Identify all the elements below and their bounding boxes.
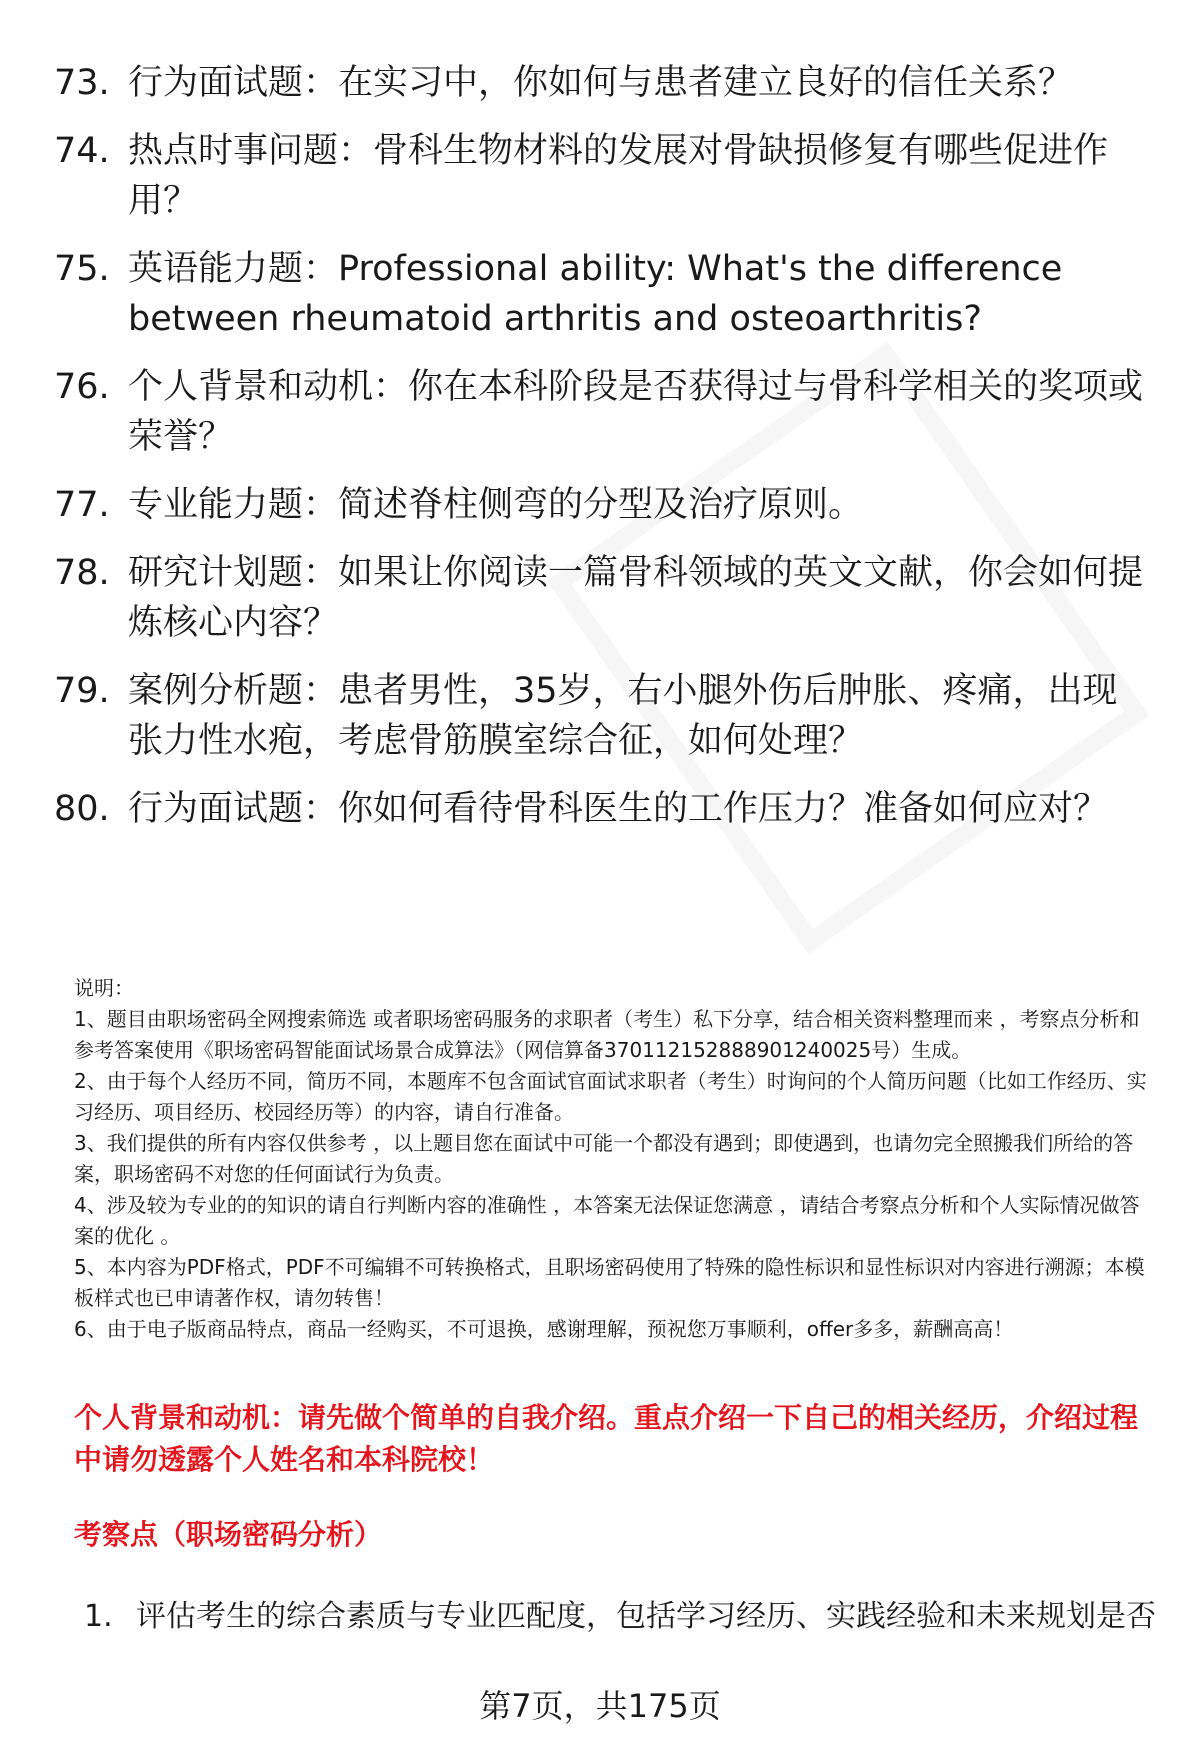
question-number: 77.: [54, 485, 110, 525]
question-text: 英语能力题：Professional ability: What's the difference between rheumatoid arthritis and osteoarthritis?: [128, 249, 1063, 339]
question-text: 行为面试题：在实习中，你如何与患者建立良好的信任关系？: [128, 63, 1074, 103]
question-item: [0, 666, 1200, 766]
question-text: 行为面试题：你如何看待骨科医生的工作压力？准备如何应对？: [128, 789, 1109, 829]
question-text: 案例分析题：患者男性，35岁，右小腿外伤后肿胀、疼痛，出现张力性水疱，考虑骨筋膜室综合征，如何处理？: [128, 671, 1118, 761]
question-list: [0, 58, 1200, 852]
notes-title: 说明：: [74, 976, 134, 1000]
question-text: 专业能力题：简述脊柱侧弯的分型及治疗原则。: [128, 485, 864, 525]
question-item: [0, 784, 1200, 834]
note-item: 4、涉及较为专业的的知识的请自行判断内容的准确性 ，本答案无法保证您满意 ，请结合考察点分析和个人实际情况做答案的优化 。: [74, 1193, 1140, 1248]
question-item: [0, 58, 1200, 108]
page-footer: 第7页，共175页: [479, 1687, 721, 1725]
note-item: 2、由于每个人经历不同，简历不同，本题库不包含面试官面试求职者（考生）时询问的个人简历问题（比如工作经历、实习经历、项目经历、校园经历等）的内容，请自行准备。: [74, 1069, 1147, 1124]
question-number: 76.: [54, 367, 110, 407]
question-number: 74.: [54, 131, 110, 171]
question-number: 78.: [54, 553, 110, 593]
question-text: 个人背景和动机：你在本科阶段是否获得过与骨科学相关的奖项或荣誉？: [128, 367, 1144, 457]
note-item: 3、我们提供的所有内容仅供参考 ，以上题目您在面试中可能一个都没有遇到；即使遇到，也请勿完全照搬我们所给的答案，职场密码不对您的任何面试行为负责。: [74, 1131, 1134, 1186]
highlight-question: 个人背景和动机：请先做个简单的自我介绍。重点介绍一下自己的相关经历，介绍过程中请勿透露个人姓名和本科院校！: [74, 1401, 1139, 1476]
question-item: [0, 362, 1200, 462]
question-number: 73.: [54, 63, 110, 103]
question-text: 热点时事问题：骨科生物材料的发展对骨缺损修复有哪些促进作用？: [128, 131, 1109, 221]
analysis-point-text: 评估考生的综合素质与专业匹配度，包括学习经历、实践经验和未来规划是否: [136, 1599, 1156, 1634]
question-item: [0, 126, 1200, 226]
analysis-point: [0, 1594, 1200, 1640]
question-item: [0, 548, 1200, 648]
notes-section: [74, 973, 1159, 1345]
analysis-heading: 考察点（职场密码分析）: [74, 1518, 383, 1551]
question-item: [0, 480, 1200, 530]
analysis-point-number: 1.: [84, 1599, 113, 1634]
question-item: [0, 244, 1200, 344]
question-number: 75.: [54, 249, 110, 289]
note-item: 1、题目由职场密码全网搜索筛选 或者职场密码服务的求职者（考生）私下分享，结合相关资料整理而来 ，考察点分析和参考答案使用《职场密码智能面试场景合成算法》（网信算备370112152888901240025号）生成。: [74, 1007, 1140, 1062]
note-item: 5、本内容为PDF格式，PDF不可编辑不可转换格式，且职场密码使用了特殊的隐性标识和显性标识对内容进行溯源；本模板样式也已申请著作权，请勿转售！: [74, 1255, 1145, 1310]
question-number: 80.: [54, 789, 110, 829]
question-number: 79.: [54, 671, 110, 711]
question-text: 研究计划题：如果让你阅读一篇骨科领域的英文文献，你会如何提炼核心内容？: [128, 553, 1144, 643]
note-item: 6、由于电子版商品特点，商品一经购买，不可退换，感谢理解，预祝您万事顺利，offer多多，薪酬高高！: [74, 1317, 1014, 1341]
